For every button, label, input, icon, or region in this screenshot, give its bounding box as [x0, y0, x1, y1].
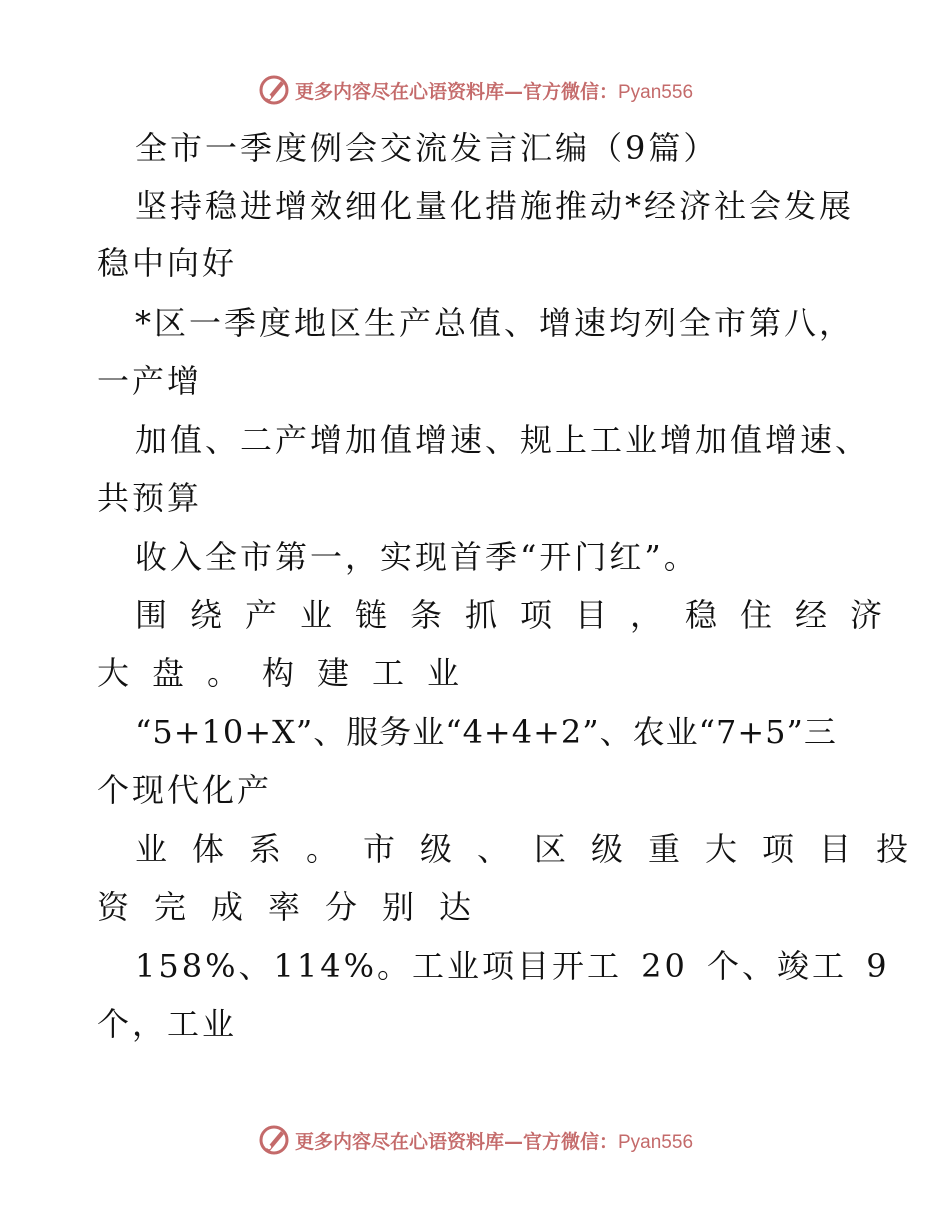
paragraph-line: 个现代化产 — [97, 771, 273, 809]
paragraph-line: 大盘。构建工业 — [97, 654, 483, 692]
paragraph-line: 业体系。市级、区级重大项目投 — [135, 830, 934, 868]
document-title: 全市一季度例会交流发言汇编（9篇） — [135, 129, 719, 167]
paragraph-line: 一产增 — [97, 362, 203, 400]
paragraph-line: *区一季度地区生产总值、增速均列全市第八， — [135, 304, 855, 342]
pen-logo-icon — [257, 1123, 291, 1157]
footer-watermark — [0, 1120, 950, 1160]
paragraph-line: “5+10+X”、服务业“4+4+2”、农业“7+5”三 — [135, 713, 837, 751]
paragraph-line: 个，工业 — [97, 1005, 238, 1043]
paragraph-line: 资完成率分别达 — [97, 888, 497, 926]
paragraph-line: 围绕产业链条抓项目，稳住经济 — [135, 596, 906, 634]
paragraph-line: 158%、114%。工业项目开工 20 个、竣工 9 — [135, 947, 890, 985]
paragraph-line: 收入全市第一，实现首季“开门红”。 — [135, 538, 699, 576]
paragraph-line: 共预算 — [97, 479, 203, 517]
paragraph-line: 稳中向好 — [97, 244, 238, 282]
paragraph-line: 坚持稳进增效细化量化措施推动*经济社会发展 — [135, 187, 855, 225]
watermark-text: 更多内容尽在心语资料库—官方微信：Pyan556 — [294, 1130, 694, 1153]
watermark-text: 更多内容尽在心语资料库—官方微信：Pyan556 — [294, 80, 694, 103]
paragraph-line: 加值、二产增加值增速、规上工业增加值增速、 — [135, 421, 871, 459]
